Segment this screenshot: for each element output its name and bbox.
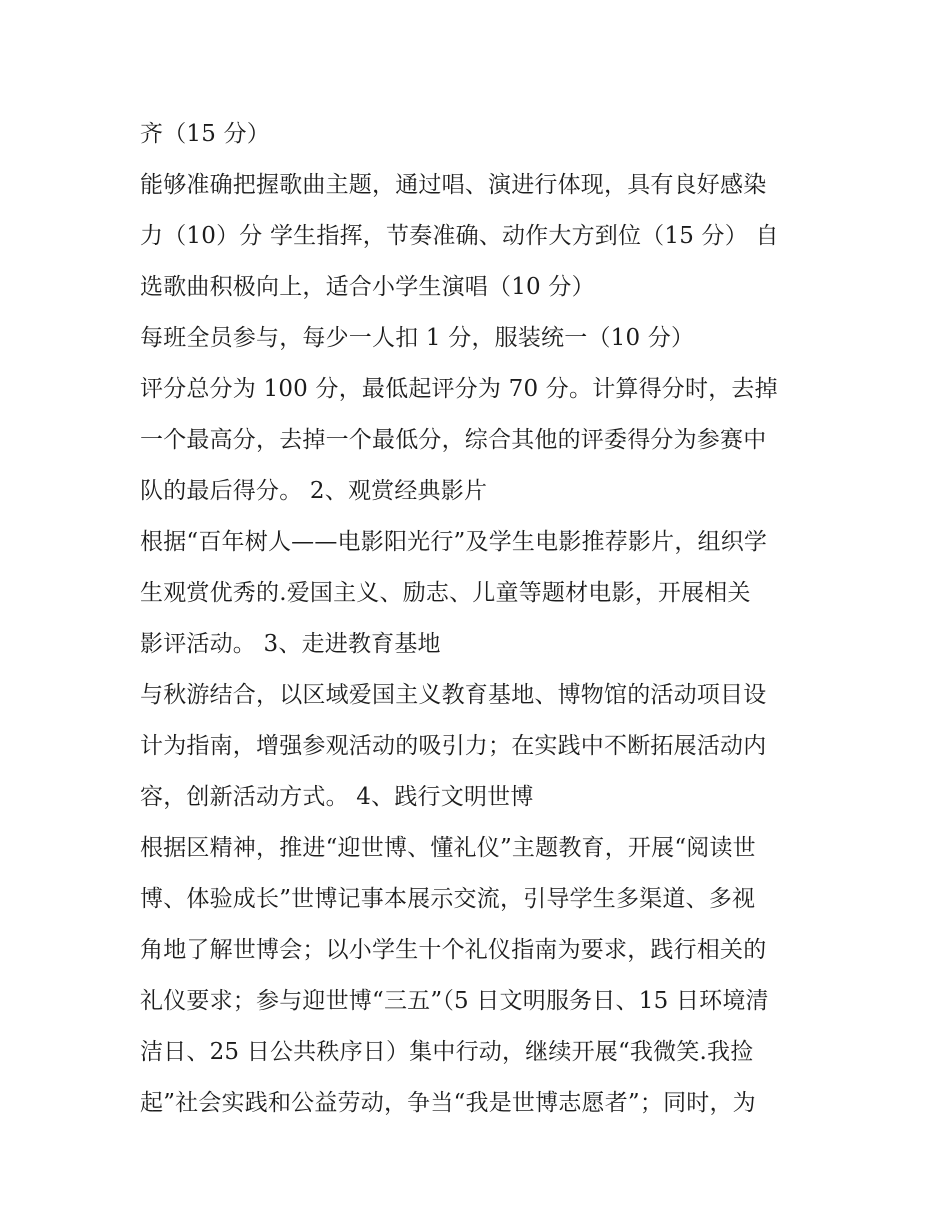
text-line: 一个最高分，去掉一个最低分，综合其他的评委得分为参赛中 (140, 427, 767, 453)
document-body (140, 109, 830, 1129)
text-line: 能够准确把握歌曲主题，通过唱、演进行体现，具有良好感染 (140, 172, 767, 198)
text-line: 礼仪要求；参与迎世博“三五”（5 日文明服务日、15 日环境清 (140, 988, 769, 1014)
text-line: 起”社会实践和公益劳动，争当“我是世博志愿者”；同时，为 (140, 1090, 756, 1116)
text-line: 齐（15 分） (140, 121, 270, 147)
text-line: 根据“百年树人——电影阳光行”及学生电影推荐影片，组织学 (140, 529, 768, 555)
text-line: 生观赏优秀的.爱国主义、励志、儿童等题材电影，开展相关 (140, 580, 751, 606)
text-line: 角地了解世博会；以小学生十个礼仪指南为要求，践行相关的 (140, 937, 767, 963)
text-line: 洁日、25 日公共秩序日）集中行动，继续开展“我微笑.我捡 (140, 1039, 754, 1065)
text-line: 博、体验成长”世博记事本展示交流，引导学生多渠道、多视 (140, 886, 756, 912)
text-line: 容，创新活动方式。 4、践行文明世博 (140, 784, 534, 810)
text-line: 根据区精神，推进“迎世博、懂礼仪”主题教育，开展“阅读世 (140, 835, 756, 861)
text-line: 力（10）分 学生指挥，节奏准确、动作大方到位（15 分） 自 (140, 223, 779, 249)
text-line: 选歌曲积极向上，适合小学生演唱（10 分） (140, 274, 595, 300)
text-line: 影评活动。 3、走进教育基地 (140, 631, 441, 657)
text-line: 评分总分为 100 分，最低起评分为 70 分。计算得分时，去掉 (140, 376, 778, 402)
text-line: 与秋游结合，以区域爱国主义教育基地、博物馆的活动项目设 (140, 682, 767, 708)
text-line: 队的最后得分。 2、观赏经典影片 (140, 478, 488, 504)
text-line: 每班全员参与，每少一人扣 1 分，服装统一（10 分） (140, 325, 695, 351)
text-line: 计为指南，增强参观活动的吸引力；在实践中不断拓展活动内 (140, 733, 767, 759)
